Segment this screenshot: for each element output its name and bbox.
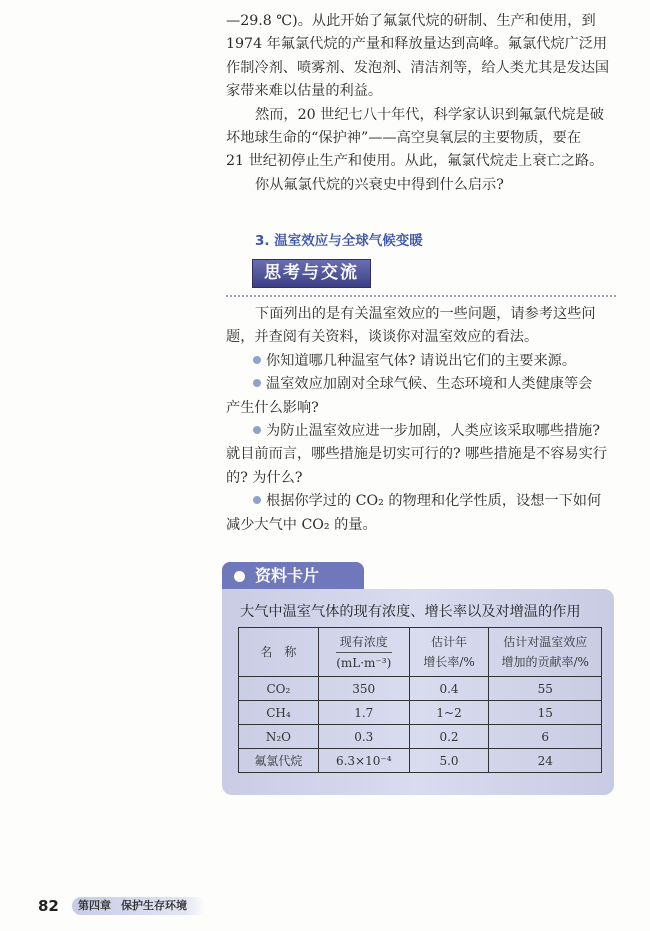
chapter-label xyxy=(72,897,205,915)
cell: CO₂ xyxy=(239,677,319,701)
bullet-item xyxy=(226,490,616,513)
discussion-text xyxy=(226,303,616,537)
header-name: 名 称 xyxy=(239,628,319,677)
cell: N₂O xyxy=(239,725,319,749)
cell: 55 xyxy=(489,677,602,701)
chapter-title: 保护生存环境 xyxy=(121,899,187,912)
text-line: 作制冷剂、喷雾剂、发泡剂、清洁剂等，给人类尤其是发达国 xyxy=(226,59,610,76)
text-line: 就目前而言，哪些措施是切实可行的? 哪些措施是不容易实行 xyxy=(226,446,607,463)
dotted-divider xyxy=(226,295,616,297)
header-text: 估计年 xyxy=(431,635,468,649)
cell: 6.3×10⁻⁴ xyxy=(318,749,409,773)
think-discuss-badge: 思考与交流 xyxy=(252,259,371,288)
data-card-tab xyxy=(222,562,364,589)
paragraph xyxy=(226,10,616,104)
text-line: 1974 年氟氯代烷的产量和释放量达到高峰。氟氯代烷广泛用 xyxy=(226,36,608,53)
text-line: 的? 为什么? xyxy=(226,469,303,486)
text-line: 坏地球生命的“保护神”——高空臭氧层的主要物质，要在 xyxy=(226,129,582,146)
header-text: 现有浓度 xyxy=(336,632,392,653)
header-growth xyxy=(409,628,489,677)
bullet-icon xyxy=(253,379,261,387)
text-line: 产生什么影响? xyxy=(226,399,319,416)
text-line: 你知道哪几种温室气体? 请说出它们的主要来源。 xyxy=(266,352,577,369)
text-line: 题，并查阅有关资料，谈谈你对温室效应的看法。 xyxy=(226,329,539,346)
paragraph xyxy=(226,104,616,174)
bullet-icon xyxy=(253,426,261,434)
cell: 6 xyxy=(489,725,602,749)
table-row xyxy=(239,749,602,773)
section-title: 3. 温室效应与全球气候变暖 xyxy=(255,233,423,249)
text-line: 根据你学过的 CO₂ 的物理和化学性质，设想一下如何 xyxy=(266,493,602,510)
text-line: 家带来难以估量的利益。 xyxy=(226,83,383,100)
cell: 5.0 xyxy=(409,749,489,773)
bullet-icon xyxy=(253,496,261,504)
header-contribution xyxy=(489,628,602,677)
text-line: —29.8 ℃)。从此开始了氟氯代烷的研制、生产和使用，到 xyxy=(226,13,596,29)
circle-icon xyxy=(234,571,245,582)
cell: 1~2 xyxy=(409,701,489,725)
table-row xyxy=(239,701,602,725)
cell: 24 xyxy=(489,749,602,773)
text-line: 下面列出的是有关温室效应的一些问题，请参考这些问 xyxy=(255,306,596,322)
greenhouse-gas-table xyxy=(238,627,602,773)
data-card xyxy=(222,589,614,795)
table-row xyxy=(239,677,602,701)
cell: 氟氯代烷 xyxy=(239,749,319,773)
table-header-row xyxy=(239,628,602,677)
text-line: 为防止温室效应进一步加剧，人类应该采取哪些措施? xyxy=(266,422,600,439)
header-concentration xyxy=(318,628,409,677)
bullet-item xyxy=(226,373,616,396)
header-text: (mL·m⁻³) xyxy=(336,655,392,670)
table-row xyxy=(239,725,602,749)
table-title: 大气中温室气体的现有浓度、增长率以及对增温的作用 xyxy=(240,604,581,620)
data-card-label: 资料卡片 xyxy=(255,566,320,585)
cell: 1.7 xyxy=(318,701,409,725)
header-text: 估计对温室效应 xyxy=(503,635,588,649)
cell: 0.4 xyxy=(409,677,489,701)
text-line: 减少大气中 CO₂ 的量。 xyxy=(226,516,377,533)
cell: 0.2 xyxy=(409,725,489,749)
header-text: 增加的贡献率/% xyxy=(501,655,589,669)
text-line: 温室效应加剧对全球气候、生态环境和人类健康等会 xyxy=(266,376,593,393)
cell: 15 xyxy=(489,701,602,725)
bullet-item xyxy=(226,420,616,443)
question-line: 你从氟氯代烷的兴衰史中得到什么启示? xyxy=(255,176,504,193)
bullet-item xyxy=(226,350,616,373)
cell: CH₄ xyxy=(239,701,319,725)
bullet-icon xyxy=(253,356,261,364)
cell: 0.3 xyxy=(318,725,409,749)
cell: 350 xyxy=(318,677,409,701)
text-line: 然而，20 世纪七八十年代，科学家认识到氟氯代烷是破 xyxy=(255,106,604,123)
intro-text xyxy=(226,10,616,197)
chapter-number: 第四章 xyxy=(78,899,111,912)
page-number: 82 xyxy=(38,897,59,915)
header-text: 增长率/% xyxy=(423,655,475,669)
text-line: 21 世纪初停止生产和使用。从此，氟氯代烷走上衰亡之路。 xyxy=(226,153,604,170)
